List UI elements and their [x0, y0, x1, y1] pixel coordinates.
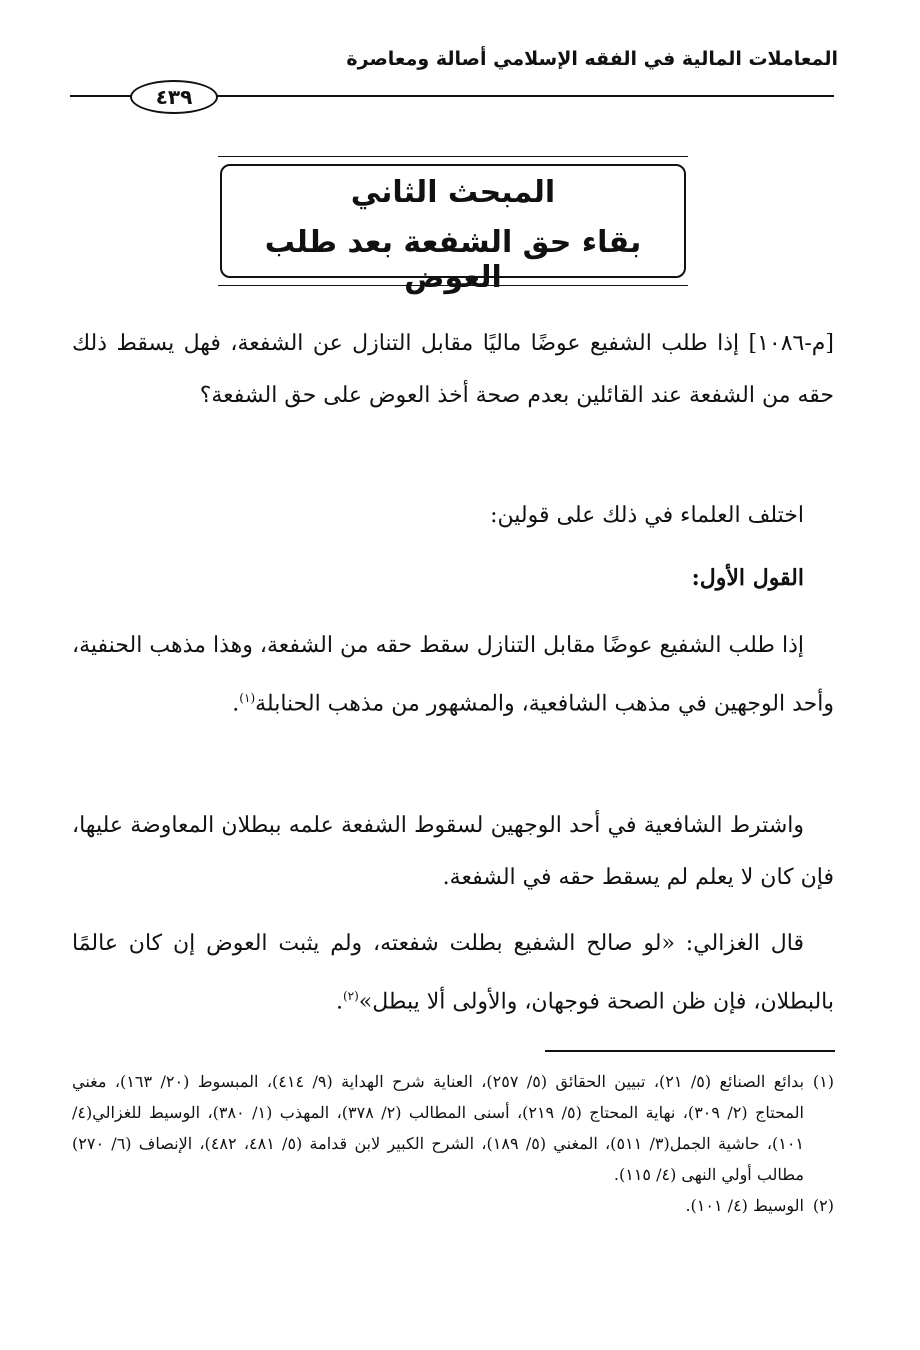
paragraph-3-text: إذا طلب الشفيع عوضًا مقابل التنازل سقط حقه من الشفعة، وهذا مذهب الحنفية، وأحد الوجهين في مذهب الشافعية، والمشهور من مذهب الحنابلة	[72, 633, 834, 717]
paragraph-2: اختلف العلماء في ذلك على قولين:	[490, 503, 804, 528]
footnote-2	[72, 1190, 834, 1221]
paragraph-3	[72, 620, 834, 730]
footnote-ref-2: (٢)	[342, 989, 359, 1003]
footnote-number: (١)	[812, 1072, 834, 1091]
section-title-box	[218, 156, 688, 295]
paragraph-5	[72, 918, 834, 1028]
page-number: ٤٣٩	[130, 80, 218, 114]
paragraph-5-end: .	[335, 989, 343, 1015]
section-label: المبحث الثاني	[350, 175, 556, 210]
running-header: المعاملات المالية في الفقه الإسلامي أصالة ومعاصرة	[346, 48, 838, 70]
footnote-rule	[545, 1050, 835, 1052]
section-title: بقاء حق الشفعة بعد طلب العوض	[264, 225, 642, 295]
footnote-text: الوسيط (٤/ ١٠١).	[685, 1196, 804, 1215]
footnote-number: (٢)	[812, 1196, 834, 1215]
footnote-1	[72, 1066, 834, 1190]
footnotes	[72, 1066, 834, 1221]
footnote-text: بدائع الصنائع (٥/ ٢١)، تبيين الحقائق (٥/ ٢٥٧)، العناية شرح الهداية (٩/ ٤١٤)، المبسوط (٢٠/ ١٦٣)، مغني المحتاج (٢/ ٣٠٩)، نهاية المحتاج (٥/ ٢١٩)، أسنى المطالب (٢/ ٣٧٨)، المهذب (١/ ٣٨٠)، الوسيط للغزالي(٤/ ١٠١)، حاشية الجمل(٣/ ٥١١)، المغني (٥/ ١٨٩)، الشرح الكبير لابن قدامة (٥/ ٤٨١، ٤٨٢)، الإنصاف (٦/ ٢٧٠) مطالب أولي النهى (٤/ ١١٥).	[72, 1072, 805, 1184]
paragraph-3-end: .	[232, 691, 240, 717]
paragraph-1: [م-١٠٨٦] إذا طلب الشفيع عوضًا ماليًا مقابل التنازل عن الشفعة، فهل يسقط ذلك حقه من الشفعة عند القائلين بعدم صحة أخذ العوض على حق الشفعة؟	[72, 331, 834, 408]
footnote-ref-1: (١)	[239, 691, 256, 705]
paragraph-4: واشترط الشافعية في أحد الوجهين لسقوط الشفعة علمه ببطلان المعاوضة عليها، فإن كان لا يعلم لم يسقط حقه في الشفعة.	[72, 813, 834, 890]
paragraph-5-text: قال الغزالي: «لو صالح الشفيع بطلت شفعته، ولم يثبت العوض إن كان عالمًا بالبطلان، فإن ظن الصحة فوجهان، والأولى ألا يبطل»	[72, 931, 834, 1015]
opinion-heading: القول الأول:	[691, 565, 804, 591]
